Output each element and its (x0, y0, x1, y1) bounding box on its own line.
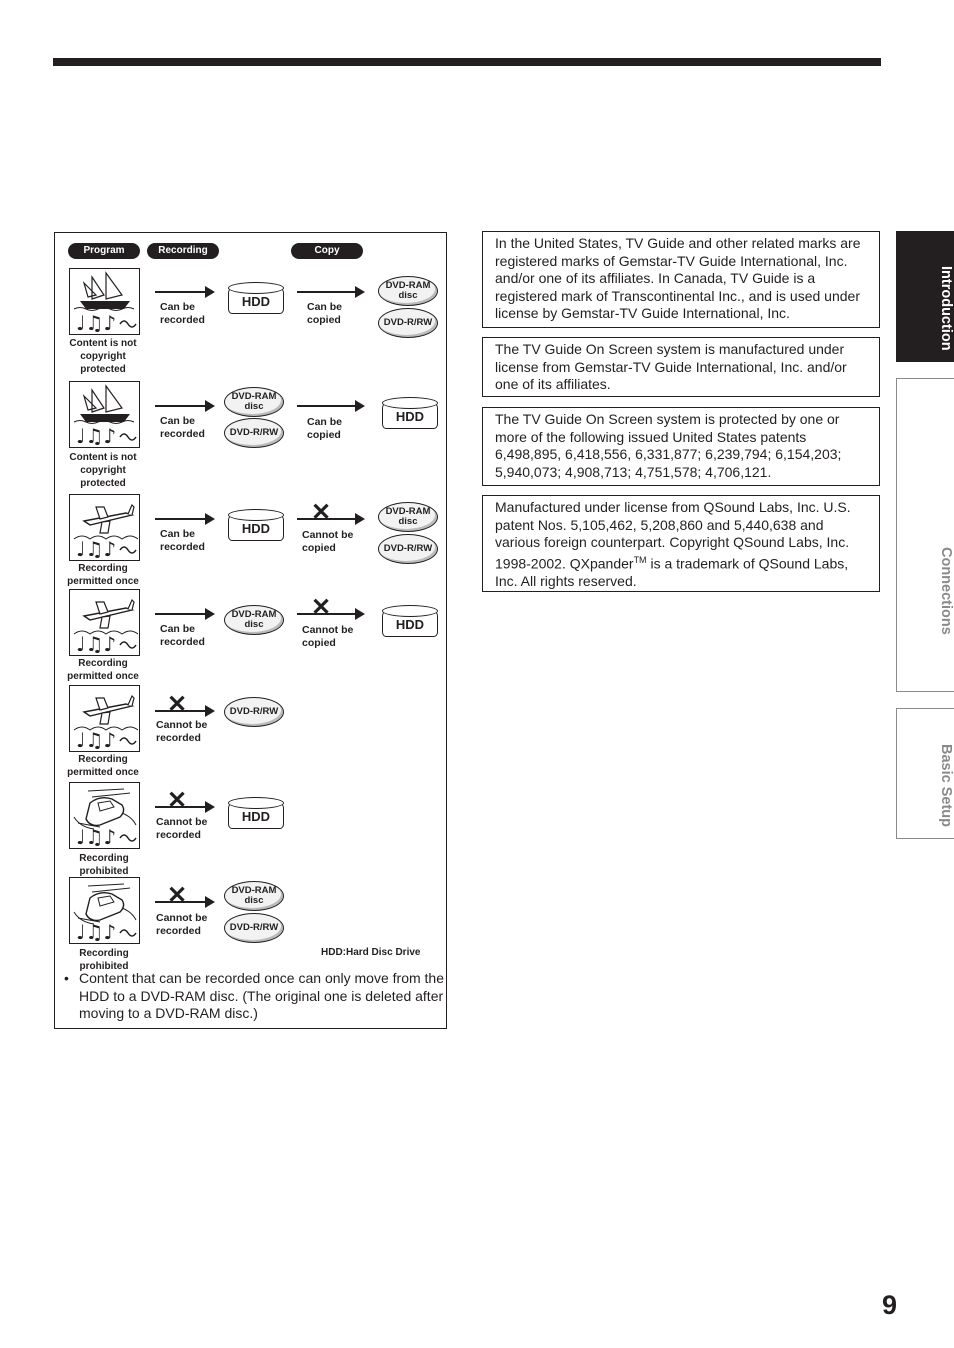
cross-icon: ✕ (311, 499, 332, 526)
can-be-recorded-text: Can be recorded (160, 301, 205, 326)
ship-picture (69, 381, 140, 448)
top-rule (53, 58, 881, 66)
hdd-icon (382, 605, 438, 641)
hdd-label: HDD (241, 809, 271, 824)
tab-connections[interactable] (896, 378, 954, 692)
tv-guide-license-text: The TV Guide On Screen system is manufactured under license from Gemstar-TV Guide International, Inc. and/or one of its affiliates. (495, 341, 847, 392)
dvd-rw-disc-icon: DVD-R/RW (224, 418, 284, 448)
dvd-ram-disc-icon: DVD-RAM disc (224, 387, 284, 417)
hdd-label: HDD (241, 521, 271, 536)
cross-icon: ✕ (167, 691, 188, 718)
can-be-recorded-text: Can be recorded (160, 415, 205, 440)
hdd-icon (228, 797, 284, 833)
recording-prohibited-caption: Recording prohibited (79, 853, 129, 877)
copy-header: Copy (291, 243, 363, 259)
record-arrow (155, 607, 215, 621)
note-text: Content that can be recorded once can only move from the HDD to a DVD-RAM disc. (The original one is deleted after moving to a DVD-RAM disc.) (79, 970, 444, 1021)
tab-connections-label: Connections (938, 547, 954, 635)
car-picture (69, 782, 140, 849)
record-blocked-arrow (155, 691, 215, 718)
record-blocked-arrow (155, 882, 215, 909)
dvd-ram-disc-icon: DVD-RAM disc (224, 881, 284, 911)
content-not-protected-caption: Content is not copyright protected (69, 338, 137, 375)
copy-arrow (297, 285, 367, 299)
plane-picture (69, 685, 140, 752)
content-not-protected-caption: Content is not copyright protected (69, 452, 137, 489)
car-picture (69, 877, 140, 944)
cannot-be-recorded-text: Cannot be recorded (156, 912, 208, 937)
tab-basic-setup[interactable] (896, 708, 954, 839)
dvd-ram-disc-icon: DVD-RAM disc (378, 276, 438, 306)
qsound-license-box (482, 495, 880, 592)
dvd-rw-disc-icon: DVD-R/RW (224, 913, 284, 943)
can-be-recorded-text: Can be recorded (160, 623, 205, 648)
record-blocked-arrow (155, 787, 215, 814)
hdd-label: HDD (395, 617, 425, 632)
tab-introduction[interactable] (896, 231, 954, 362)
cross-icon: ✕ (167, 882, 188, 909)
hdd-label: HDD (395, 409, 425, 424)
tv-guide-patents-text: The TV Guide On Screen system is protected by one or more of the following issued United States patents 6,498,895, 6,418,556, 6,331,877; 6,239,794; 6,154,203; 5,940,073; 4,908,713; 4,751,578; 4,706,121. (495, 411, 842, 480)
program-header: Program (68, 243, 140, 259)
hdd-label: HDD (241, 294, 271, 309)
ship-picture (69, 268, 140, 335)
tv-guide-license-box (482, 337, 880, 397)
cross-icon: ✕ (167, 787, 188, 814)
page-number: 9 (882, 1290, 898, 1320)
record-arrow (155, 399, 215, 413)
dvd-rw-disc-icon: DVD-R/RW (224, 697, 284, 727)
cross-icon: ✕ (311, 594, 332, 621)
recording-permitted-once-caption: Recording permitted once (67, 563, 139, 587)
trademark-superscript: TM (633, 554, 647, 565)
tv-guide-patents-box (482, 407, 880, 486)
hdd-icon (228, 282, 284, 318)
dvd-rw-disc-icon: DVD-R/RW (378, 534, 438, 564)
tab-basic-setup-label: Basic Setup (938, 744, 954, 827)
recording-prohibited-caption: Recording prohibited (79, 948, 129, 972)
cannot-be-copied-text: Cannot be copied (302, 529, 354, 554)
hdd-legend: HDD:Hard Disc Drive (321, 947, 421, 958)
dvd-ram-disc-icon: DVD-RAM disc (224, 605, 284, 635)
dvd-rw-disc-icon: DVD-R/RW (378, 308, 438, 338)
tv-guide-trademark-box (482, 231, 880, 328)
recording-permitted-once-caption: Recording permitted once (67, 658, 139, 682)
record-arrow (155, 512, 215, 526)
bullet-icon: • (64, 970, 69, 986)
record-arrow (155, 285, 215, 299)
hdd-icon (382, 397, 438, 433)
tv-guide-trademark-text: In the United States, TV Guide and other related marks are registered marks of Gemstar-TV Guide International, Inc. and/or one of its affiliates. In Canada, TV Guide is a registered mark of Transcontinental Inc., and is used under license by Gemstar-TV Guide International, Inc. (495, 235, 861, 321)
cannot-be-recorded-text: Cannot be recorded (156, 816, 208, 841)
tab-introduction-label: Introduction (938, 266, 954, 351)
recording-header: Recording (147, 243, 219, 259)
copy-blocked-arrow (297, 499, 367, 526)
dvd-ram-disc-icon: DVD-RAM disc (378, 502, 438, 532)
recording-permitted-once-caption: Recording permitted once (67, 754, 139, 778)
cannot-be-copied-text: Cannot be copied (302, 624, 354, 649)
plane-picture (69, 589, 140, 656)
can-be-recorded-text: Can be recorded (160, 528, 205, 553)
qsound-text-end: is a trademark of QSound Labs, Inc. All rights reserved. (495, 555, 849, 589)
qsound-text: Manufactured under license from QSound Labs, Inc. U.S. patent Nos. 5,105,462, 5,208,860 and 5,440,638 and various foreign counterpart. Copyright QSound Labs, Inc. 1998-2002. QXpander (495, 499, 851, 572)
plane-picture (69, 494, 140, 561)
copy-blocked-arrow (297, 594, 367, 621)
cannot-be-recorded-text: Cannot be recorded (156, 719, 208, 744)
can-be-copied-text: Can be copied (307, 301, 343, 326)
can-be-copied-text: Can be copied (307, 416, 343, 441)
copy-arrow (297, 399, 367, 413)
hdd-icon (228, 509, 284, 545)
